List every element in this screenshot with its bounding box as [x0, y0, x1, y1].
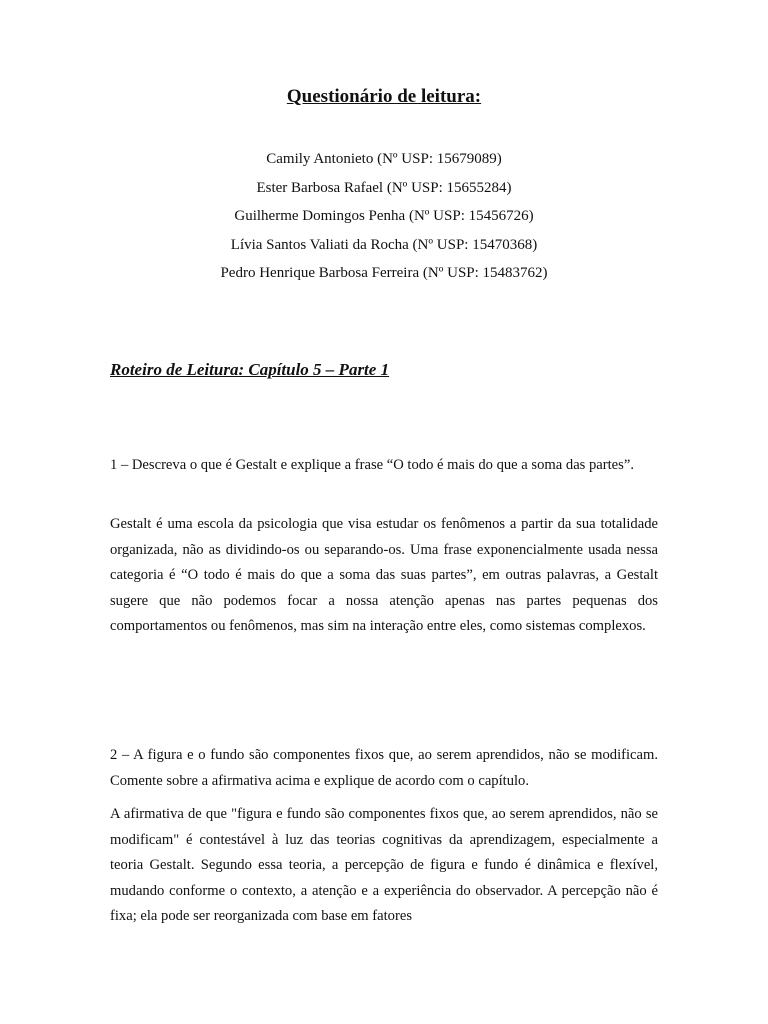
- answer-1-text: Gestalt é uma escola da psicologia que visa estudar os fenômenos a partir da sua totalidade organizada, não as dividindo-os ou separando-os. Uma frase exponencialmente usada nessa categoria é “O todo é mais do que a soma das suas partes”, em outras palavras, a Gestalt sugere que não podemos focar a nossa atenção apenas nas partes pequenas dos comportamentos ou fenômenos, mas sim na interação entre eles, como sistemas complexos.: [110, 516, 658, 634]
- author-name: Camily Antonieto (Nº USP: 15679089): [266, 151, 502, 167]
- author-name: Lívia Santos Valiati da Rocha (Nº USP: 15470368): [230, 236, 538, 253]
- author-name: Pedro Henrique Barbosa Ferreira (Nº USP: 15483762): [220, 265, 548, 282]
- document-title: Questionário de leitura:: [286, 86, 482, 107]
- section-heading: Roteiro de Leitura: Capítulo 5 – Parte 1: [110, 360, 390, 379]
- answer-2-text: A afirmativa de que "figura e fundo são componentes fixos que, ao serem aprendidos, não se modificam" é contestável à luz das teorias cognitivas da aprendizagem, especialmente a teoria Gestalt. Segundo essa teoria, a percepção de figura e fundo é dinâmica e flexível, mudando conforme o contexto, a atenção e a experiência do observador. A percepção não é fixa; ela pode ser reorganizada com base em fatores: [110, 806, 658, 924]
- author-name: Guilherme Domingos Penha (Nº USP: 15456726): [234, 208, 534, 225]
- author-list: [0, 149, 768, 292]
- author-name: Ester Barbosa Rafael (Nº USP: 15655284): [256, 179, 512, 196]
- question-1-text: 1 – Descreva o que é Gestalt e explique a frase “O todo é mais do que a soma das partes”.: [110, 457, 634, 473]
- question-2-text: 2 – A figura e o fundo são componentes fixos que, ao serem aprendidos, não se modificam. Comente sobre a afirmativa acima e explique de acordo com o capítulo.: [110, 747, 658, 789]
